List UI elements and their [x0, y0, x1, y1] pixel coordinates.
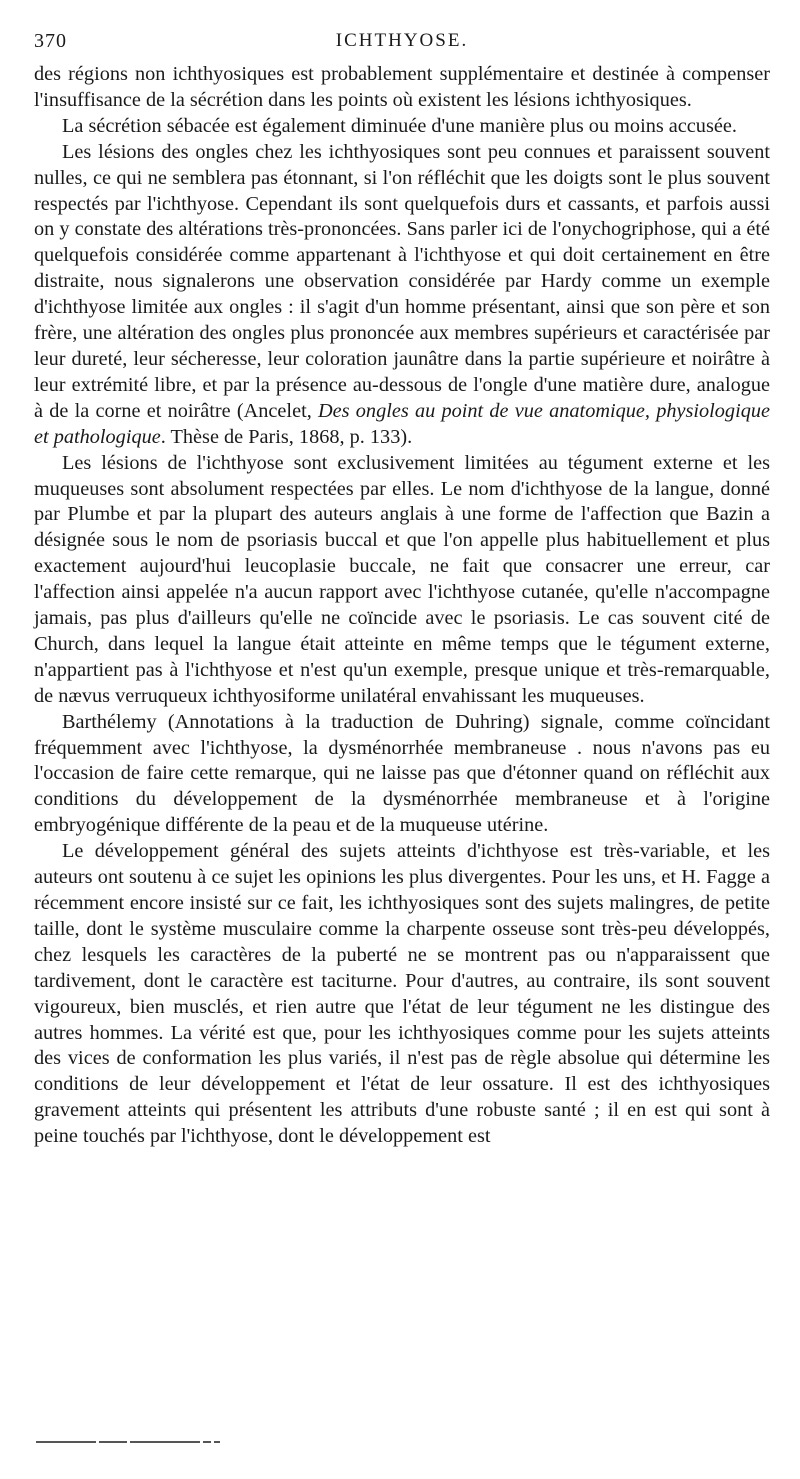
text-run: Les lésions des ongles chez les ichthyosiques sont peu connues et paraissent souvent nulles, ce qui ne semblera pas étonnant, si l'on réfléchit que les doigts sont le plus souvent respectés par l'ichthyose. Cependant ils sont quelquefois durs et cassants, et parfois aussi on y constate des altérations très-prononcées. Sans parler ici de l'onychogriphose, qui a été quelquefois considérée comme appartenant à l'ichthyose et qui doit certainement en être distraite, nous signalerons une observation considérée par Hardy comme un exemple d'ichthyose limitée aux ongles : il s'agit d'un homme présentant, ainsi que son père et son frère, une altération des ongles plus prononcée aux membres supérieurs et caractérisée par leur dureté, leur sécheresse, leur coloration jaunâtre dans la partie supérieure et noirâtre à leur extrémité libre, et par la présence au-dessous de l'ongle d'une matière dure, analogue à de la corne et noirâtre (Ancelet, [34, 140, 770, 422]
running-title: ICHTHYOSE. [335, 30, 469, 51]
document-page [34, 26, 770, 1150]
footer-rule [36, 1440, 336, 1444]
text-run: Le développement général des sujets atteints d'ichthyose est très-variable, et les auteurs ont soutenu à ce sujet les opinions les plus divergentes. Pour les uns, et H. Fagge a récemment encore insisté sur ce fait, les ichthyosiques sont des sujets malingres, de petite taille, dont le système musculaire comme la charpente osseuse sont très-peu développés, chez lesquels les caractères de la puberté ne se montrent pas ou n'apparaissent que tardivement, dont le caractère est taciturne. Pour d'autres, au contraire, ils sont souvent vigoureux, bien musclés, et rien autre que l'état de leur tégument ne les distingue des autres hommes. La vérité est que, pour les ichthyosiques comme pour les sujets atteints des vices de conformation les plus variés, il n'est pas de règle absolue qui détermine les conditions de leur développement et l'état de leur ossature. Il est des ichthyosiques gravement atteints qui présentent les attributs d'une robuste santé ; il en est qui sont à peine touchés par l'ichthyose, dont le développement est [34, 840, 770, 1148]
italic-text: Des ongles au point de vue anatomique, physiologique et pathologique [34, 399, 770, 448]
text-run: des régions non ichthyosiques est probablement supplémentaire et destinée à compenser l'insuffisance de la sécrétion dans les points où existent les lésions ichthyosiques. [34, 63, 770, 111]
text-run: Les lésions de l'ichthyose sont exclusivement limitées au tégument externe et les muqueuses sont absolument respectées par elles. Le nom d'ichthyose de la langue, donné par Plumbe et par la plupart des auteurs anglais à une forme de l'affection que Bazin a désignée sous le nom de psoriasis buccal et que l'on appelle plus habituellement et plus exactement aujourd'hui leucoplasie buccale, ne fait que consacrer une erreur, car l'affection ainsi appelée n'a aucun rapport avec l'ichthyose cutanée, qu'elle n'accompagne jamais, pas plus d'ailleurs qu'elle ne coïncide avec le psoriasis. Le cas souvent cité de Church, dans lequel la langue était atteinte en même temps que le tégument externe, n'appartient pas à l'ichthyose et n'est qu'un exemple, presque unique et très-remarquable, de nævus verruqueux ichthyosiforme unilatéral envahissant les muqueuses. [34, 451, 770, 707]
text-run: . Thèse de Paris, 1868, p. 133). [160, 425, 413, 448]
paragraph [34, 114, 770, 140]
text-run: La sécrétion sébacée est également diminuée d'une manière plus ou moins accusée. [62, 114, 737, 137]
page-number: 370 [34, 30, 67, 52]
body-text [34, 62, 770, 1150]
paragraph [34, 140, 770, 451]
paragraph [34, 62, 770, 114]
paragraph [34, 839, 770, 1150]
text-run: Barthélemy (Annotations à la traduction de Duhring) signale, comme coïncidant fréquemment avec l'ichthyose, la dysménorrhée membraneuse . nous n'avons pas eu l'occasion de faire cette remarque, qui ne laisse pas que d'étonner quand on réfléchit aux conditions du développement de la dysménorrhée membraneuse et à l'origine embryogénique différente de la peau et de la muqueuse utérine. [34, 710, 770, 837]
paragraph [34, 451, 770, 710]
running-header [34, 26, 770, 62]
paragraph [34, 710, 770, 840]
